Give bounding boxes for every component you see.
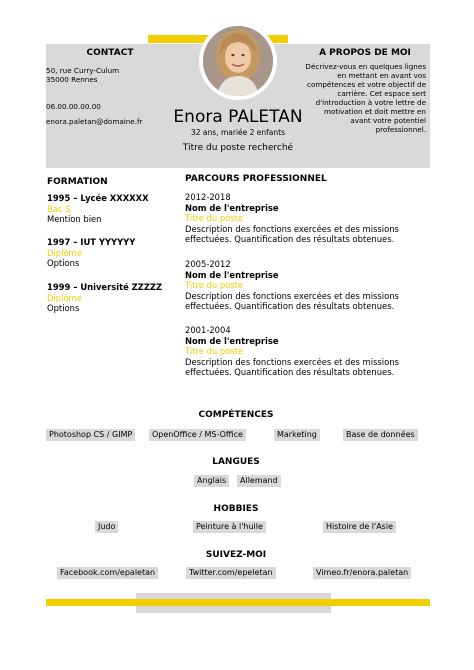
job-years: 2001-2004 (185, 325, 231, 335)
competences-title: COMPÉTENCES (198, 410, 274, 420)
social-link-facebook[interactable]: Facebook.com/epaletan (57, 567, 158, 579)
about-title: A PROPOS DE MOI (319, 48, 411, 58)
formation-diploma: Bac S (47, 203, 71, 214)
formation-item (47, 282, 182, 314)
formation-diploma: Diplôme (47, 292, 82, 303)
hobby-pill: Judo (95, 521, 118, 533)
formation-title: FORMATION (47, 177, 108, 187)
skill-pill: Base de données (343, 429, 418, 441)
job-company: Nom de l'entreprise (185, 202, 279, 213)
hobbies-title: HOBBIES (213, 504, 259, 514)
contact-phone: 06.00.00.00.00 (46, 102, 101, 111)
person-name: Enora PALETAN (173, 107, 303, 127)
langues-title: LANGUES (212, 457, 260, 467)
social-link-vimeo[interactable]: Vimeo.fr/enora.paletan (313, 567, 411, 579)
contact-title: CONTACT (86, 48, 134, 58)
job-desc: effectuées. Quantification des résultats obtenues. (185, 367, 395, 377)
about-line: professionnel. (375, 125, 426, 134)
formation-diploma: Diplôme (47, 247, 82, 258)
skill-pill: OpenOffice / MS-Office (149, 429, 246, 441)
job-desc: Description des fonctions exercées et des missions (185, 290, 399, 301)
contact-email[interactable]: enora.paletan@domaine.fr (46, 117, 143, 126)
language-pill: Anglais (194, 475, 229, 487)
job-position: Titre du poste (185, 346, 244, 356)
parcours-title: PARCOURS PROFESSIONNEL (185, 174, 327, 184)
job-company: Nom de l'entreprise (185, 335, 279, 346)
formation-item (47, 237, 182, 269)
language-pill: Allemand (237, 475, 281, 487)
formation-note: Mention bien (47, 214, 102, 224)
about-line: avant votre potentiel (350, 116, 426, 125)
person-details: 32 ans, mariée 2 enfants (191, 128, 285, 137)
job-desc: Description des fonctions exercées et des missions (185, 356, 399, 367)
about-line: Décrivez-vous en quelques lignes (305, 62, 426, 71)
formation-heading: 1997 – IUT YYYYYY (47, 237, 136, 247)
portrait-photo-icon (203, 26, 273, 96)
about-text (300, 62, 426, 134)
job-years: 2012-2018 (185, 192, 231, 202)
job-entry (185, 259, 430, 312)
contact-address-line1: 50, rue Curry-Culum (46, 66, 120, 75)
formation-note: Options (47, 258, 80, 268)
about-line: d'introduction à votre lettre de (315, 98, 426, 107)
accent-bar-bottom (46, 599, 430, 606)
job-company: Nom de l'entreprise (185, 269, 279, 280)
social-link-twitter[interactable]: Twitter.com/epeletan (186, 567, 276, 579)
job-position: Titre du poste (185, 213, 244, 223)
hobby-pill: Peinture à l'huile (193, 521, 266, 533)
hobby-pill: Histoire de l'Asie (323, 521, 396, 533)
about-line: compétences et votre objectif de (307, 80, 426, 89)
skill-pill: Marketing (274, 429, 320, 441)
skill-pill: Photoshop CS / GIMP (46, 429, 135, 441)
formation-heading: 1999 – Université ZZZZZ (47, 282, 163, 292)
job-title: Titre du poste recherché (182, 143, 294, 153)
job-desc: effectuées. Quantification des résultats obtenues. (185, 301, 395, 311)
portrait-photo (199, 22, 277, 100)
job-desc: effectuées. Quantification des résultats obtenues. (185, 234, 395, 244)
about-line: carrière. Cet espace sert (337, 89, 426, 98)
job-position: Titre du poste (185, 280, 244, 290)
formation-item (47, 193, 182, 225)
job-entry (185, 325, 430, 378)
about-line: en mettant en avant vos (337, 71, 426, 80)
about-line: motivation et doit mettre en (323, 107, 426, 116)
job-years: 2005-2012 (185, 259, 231, 269)
contact-address-line2: 35000 Rennes (46, 75, 98, 84)
social-title: SUIVEZ-MOI (205, 550, 267, 560)
job-entry (185, 192, 430, 245)
formation-heading: 1995 – Lycée XXXXXX (47, 193, 149, 203)
formation-note: Options (47, 303, 80, 313)
job-desc: Description des fonctions exercées et des missions (185, 223, 399, 234)
